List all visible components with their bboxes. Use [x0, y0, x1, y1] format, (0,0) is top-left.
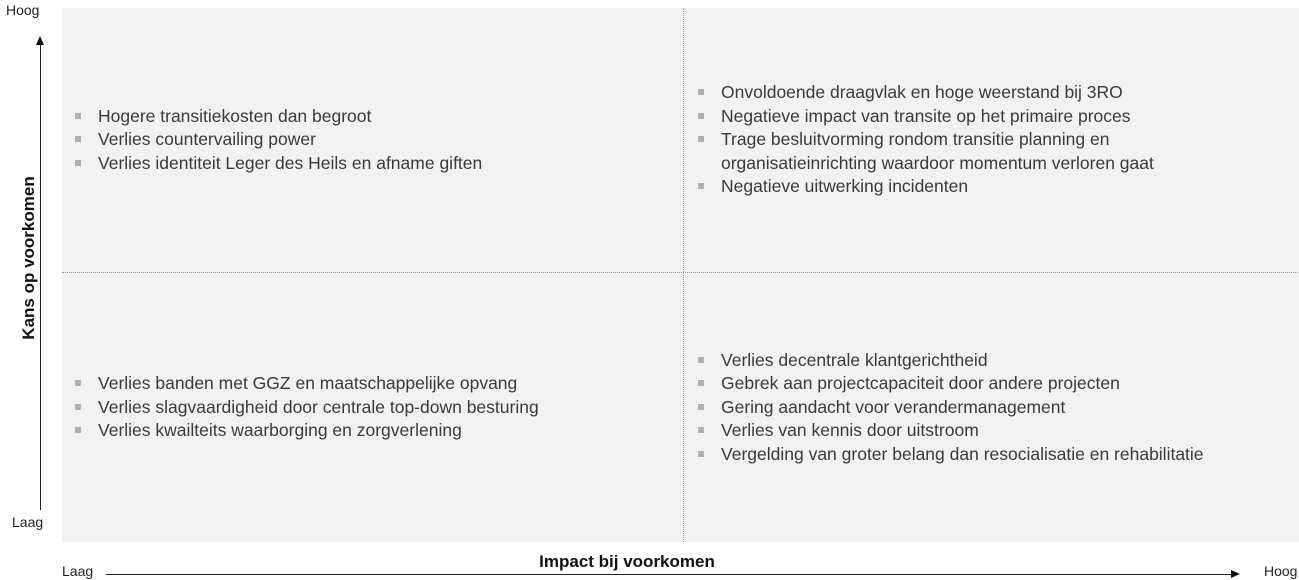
x-axis-title: Impact bij voorkomen	[539, 552, 715, 571]
vertical-divider	[683, 8, 684, 542]
y-axis-high-label: Hoog	[6, 2, 40, 18]
list-item: Verlies identiteit Leger des Heils en afname giften	[74, 152, 482, 176]
x-axis-arrowhead	[1231, 570, 1240, 578]
x-axis-high-label: Hoog	[1264, 563, 1298, 579]
quadrant-top-right	[697, 8, 1297, 272]
list-item: Verlies van kennis door uitstroom	[697, 419, 1204, 443]
list-item: Onvoldoende draagvlak en hoge weerstand bij 3RO	[697, 81, 1256, 105]
x-axis-line	[106, 574, 1234, 575]
quadrant-bottom-left	[74, 273, 674, 542]
list-item: Negatieve uitwerking incidenten	[697, 175, 1256, 199]
list-item: Negatieve impact van transite op het primaire proces	[697, 105, 1256, 129]
x-axis-low-label: Laag	[62, 563, 94, 579]
y-axis-low-label: Laag	[12, 514, 44, 530]
y-axis-title: Kans op voorkomen	[19, 176, 38, 340]
quadrant-bottom-right	[697, 273, 1297, 542]
quadrant-top-left	[74, 8, 674, 272]
list-item: Verlies banden met GGZ en maatschappelijke opvang	[74, 372, 539, 396]
list-item: Verlies slagvaardigheid door centrale top-down besturing	[74, 396, 539, 420]
list-item: Hogere transitiekosten dan begroot	[74, 105, 482, 129]
y-axis-line	[40, 44, 41, 510]
list-item: Vergelding van groter belang dan resocialisatie en rehabilitatie	[697, 443, 1204, 467]
list-item: Gebrek aan projectcapaciteit door andere projecten	[697, 372, 1204, 396]
list-item: Gering aandacht voor verandermanagement	[697, 396, 1204, 420]
list-item: Verlies countervailing power	[74, 128, 482, 152]
list-item: Verlies kwailteits waarborging en zorgverlening	[74, 419, 539, 443]
list-item: Trage besluitvorming rondom transitie planning en organisatieinrichting waardoor momentum verloren gaat	[697, 128, 1256, 175]
list-item: Verlies decentrale klantgerichtheid	[697, 349, 1204, 373]
